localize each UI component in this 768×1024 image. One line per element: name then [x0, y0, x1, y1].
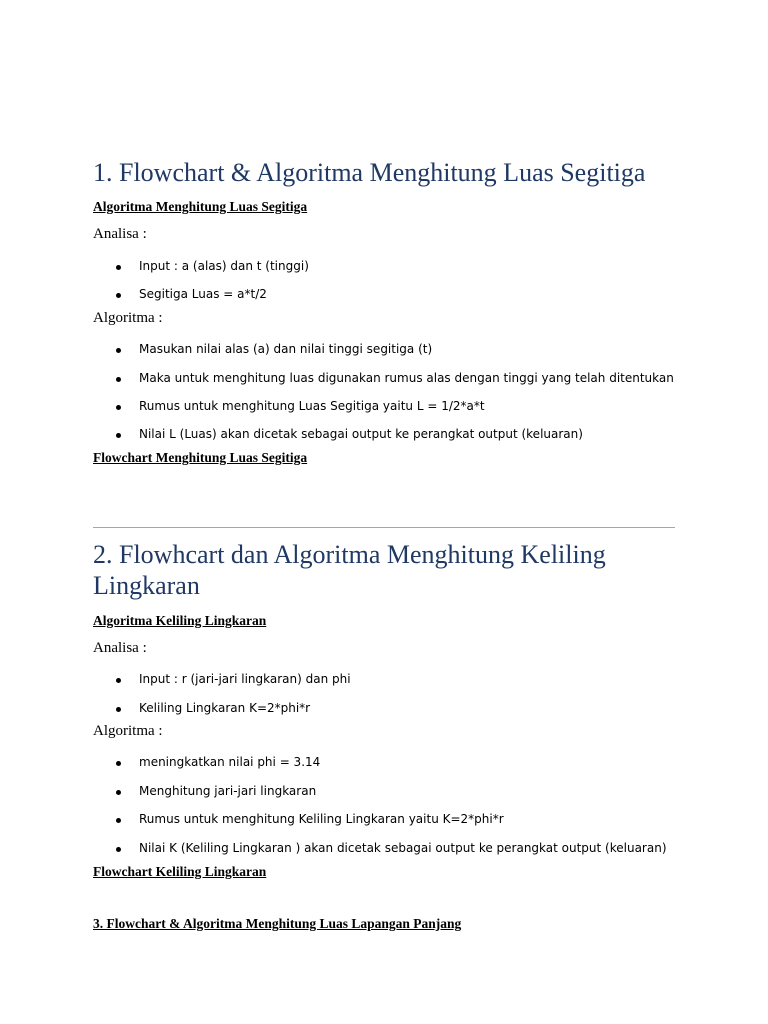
section2-flowchart-title: Flowchart Keliling Lingkaran: [93, 864, 267, 879]
section3-heading: 3. Flowchart & Algoritma Menghitung Luas Lapangan Panjang: [93, 916, 462, 931]
section2-analisa-label: Analisa :: [93, 640, 147, 656]
section1-heading: 1. Flowchart & Algoritma Menghitung Luas Segitiga: [93, 158, 646, 187]
bullet-icon: [116, 818, 121, 823]
section1-algoritma-item: Masukan nilai alas (a) dan nilai tinggi segitiga (t): [139, 342, 433, 356]
section-divider: [93, 527, 675, 528]
bullet-icon: [116, 348, 121, 353]
bullet-icon: [116, 707, 121, 712]
section2-algoritma-label: Algoritma :: [93, 723, 163, 739]
section2-algoritma-title: Algoritma Keliling Lingkaran: [93, 613, 267, 628]
section1-algoritma-item: Rumus untuk menghitung Luas Segitiga yaitu L = 1/2*a*t: [139, 399, 485, 413]
section2-analisa-item: Keliling Lingkaran K=2*phi*r: [139, 701, 311, 715]
section2-algoritma-item: Menghitung jari-jari lingkaran: [139, 784, 317, 798]
section2-heading-line1: 2. Flowhcart dan Algoritma Menghitung Keliling: [93, 540, 606, 569]
bullet-icon: [116, 761, 121, 766]
section2-algoritma-item: meningkatkan nilai phi = 3.14: [139, 755, 321, 769]
section1-algoritma-item: Nilai L (Luas) akan dicetak sebagai output ke perangkat output (keluaran): [139, 427, 583, 441]
section1-algoritma-item: Maka untuk menghitung luas digunakan rumus alas dengan tinggi yang telah ditentukan: [139, 371, 674, 385]
bullet-icon: [116, 405, 121, 410]
bullet-icon: [116, 265, 121, 270]
section1-analisa-item: Input : a (alas) dan t (tinggi): [139, 259, 309, 273]
bullet-icon: [116, 790, 121, 795]
section2-algoritma-item: Rumus untuk menghitung Keliling Lingkaran yaitu K=2*phi*r: [139, 812, 504, 826]
section1-algoritma-title: Algoritma Menghitung Luas Segitiga: [93, 199, 308, 214]
bullet-icon: [116, 377, 121, 382]
section2-algoritma-item: Nilai K (Keliling Lingkaran ) akan dicetak sebagai output ke perangkat output (keluaran): [139, 841, 667, 855]
section1-analisa-label: Analisa :: [93, 226, 147, 242]
bullet-icon: [116, 433, 121, 438]
bullet-icon: [116, 847, 121, 852]
section1-analisa-item: Segitiga Luas = a*t/2: [139, 287, 267, 301]
bullet-icon: [116, 678, 121, 683]
section2-heading-line2: Lingkaran: [93, 571, 200, 600]
section2-analisa-item: Input : r (jari-jari lingkaran) dan phi: [139, 672, 351, 686]
bullet-icon: [116, 293, 121, 298]
section1-algoritma-label: Algoritma :: [93, 310, 163, 326]
section1-flowchart-title: Flowchart Menghitung Luas Segitiga: [93, 450, 308, 465]
